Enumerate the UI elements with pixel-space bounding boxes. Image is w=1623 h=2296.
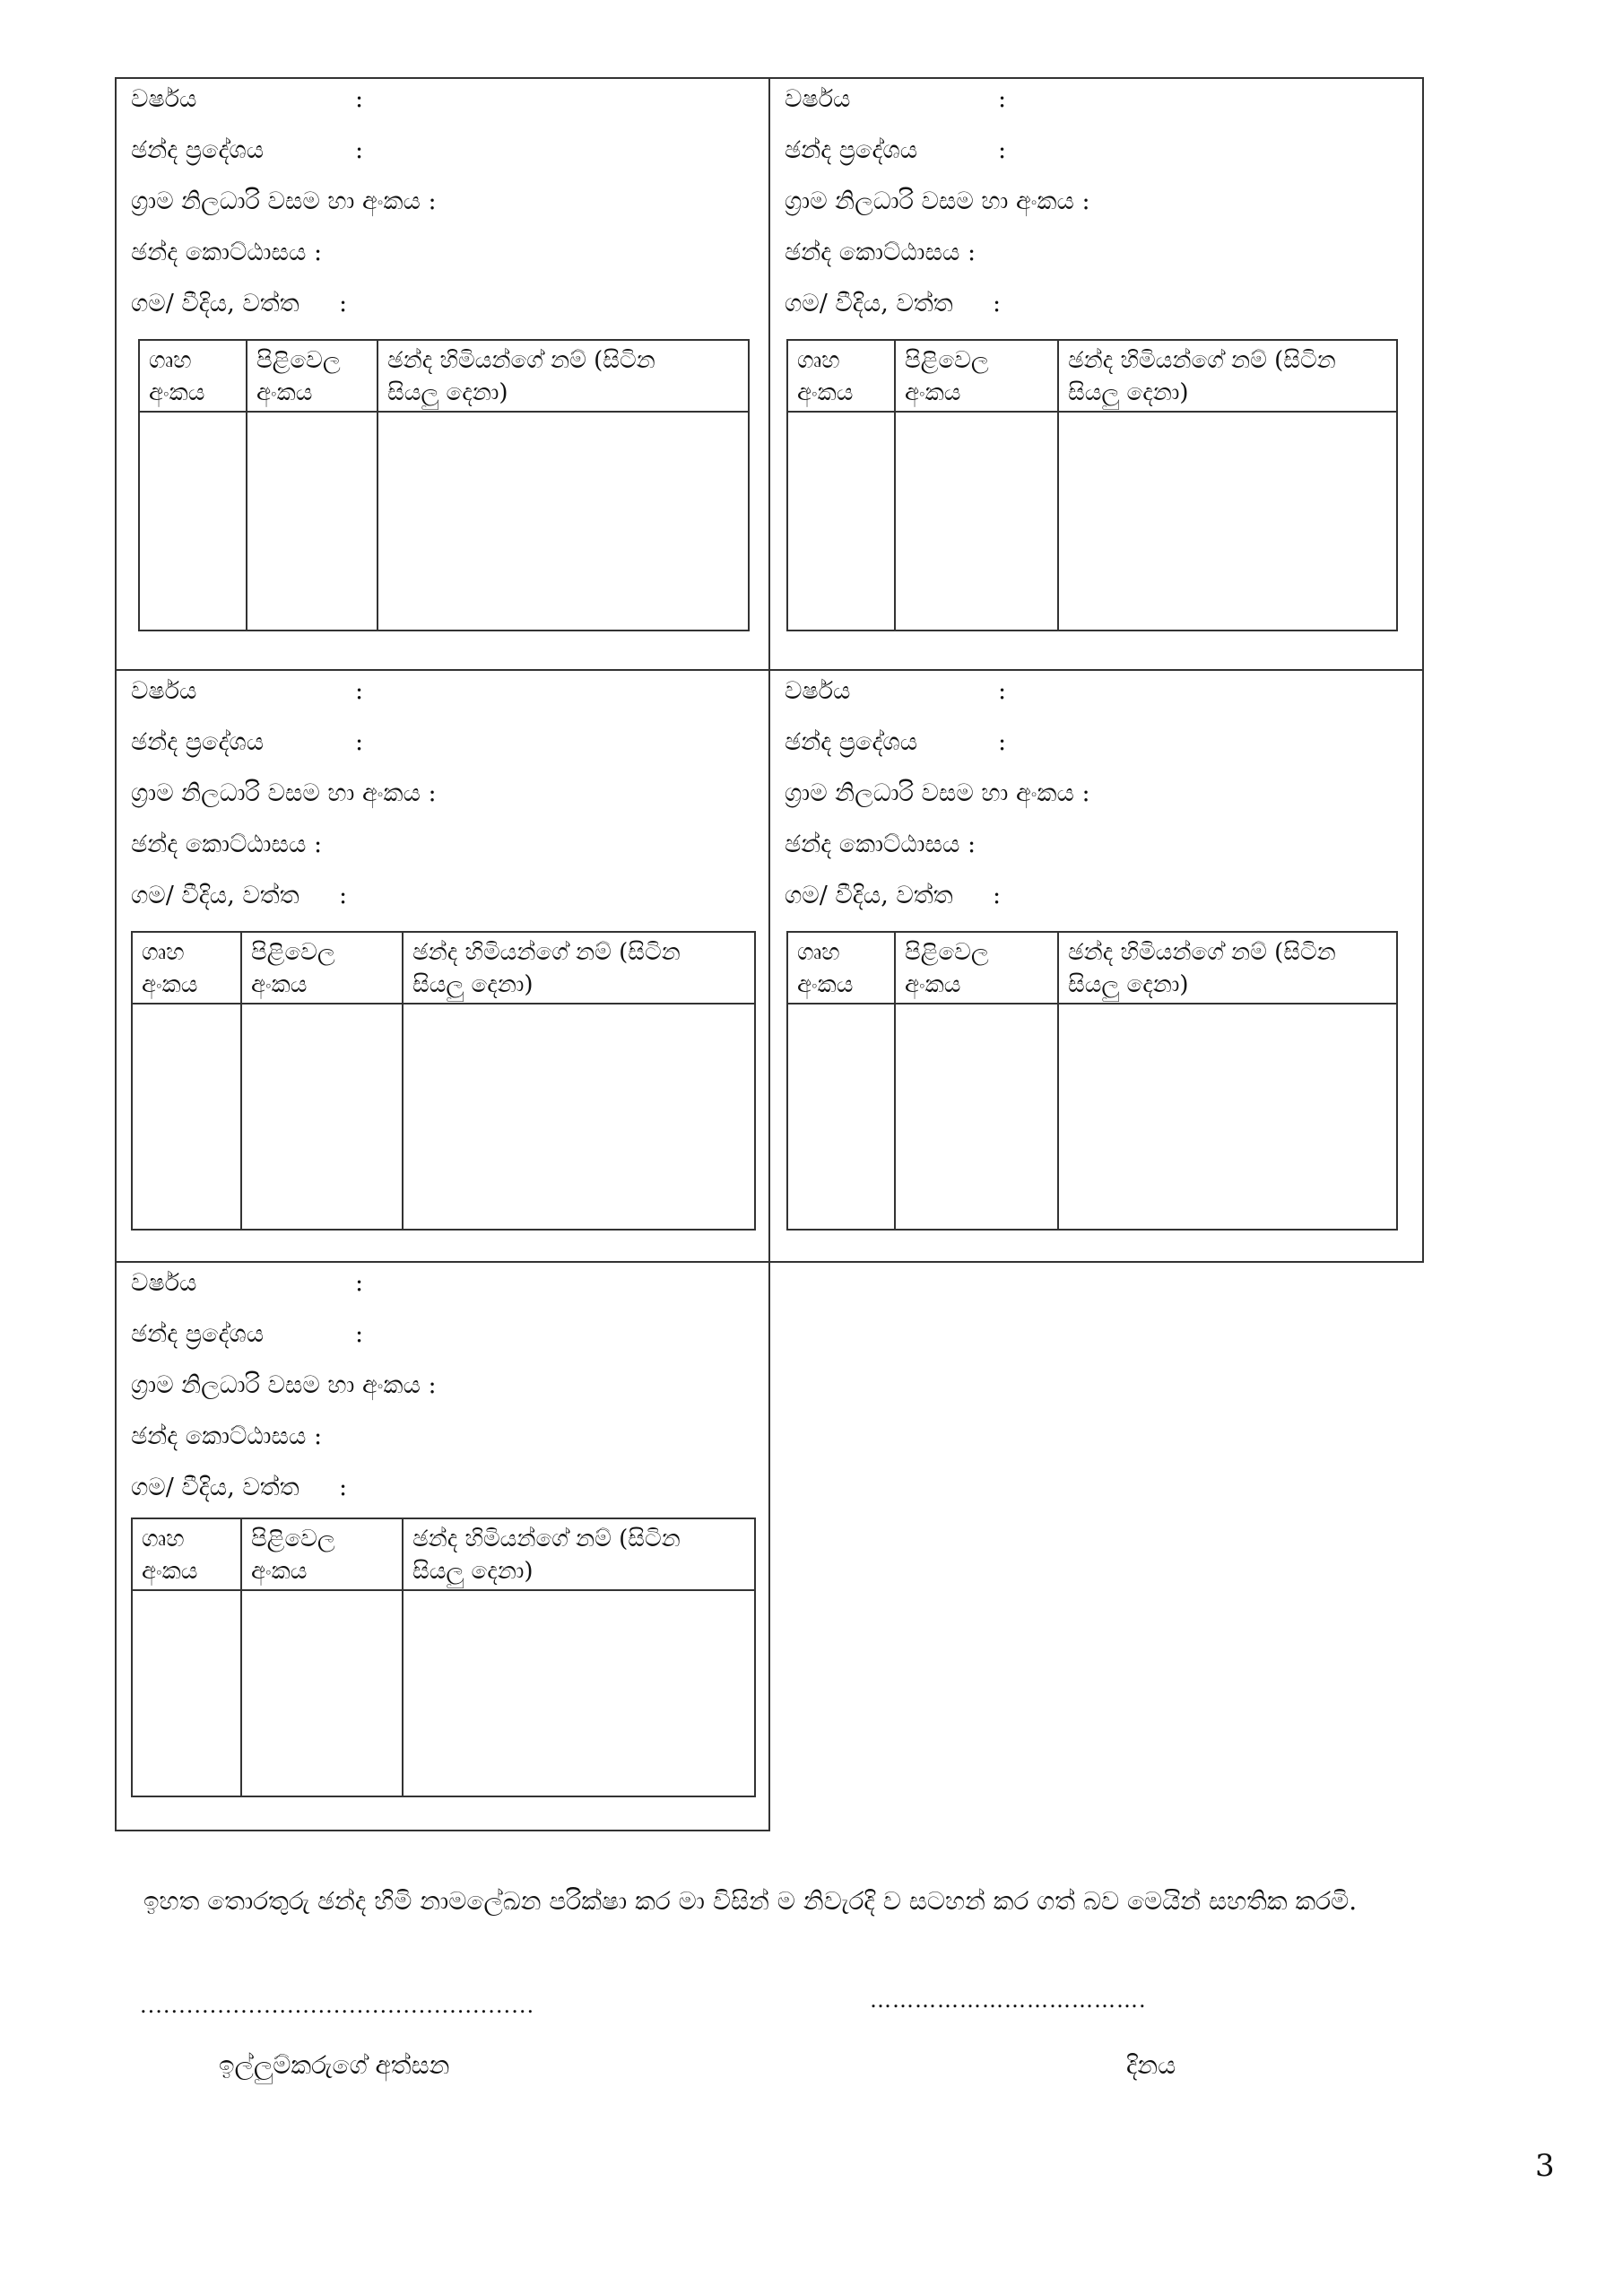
house-number-header: ගෘහ අංකය	[142, 939, 198, 998]
page-number: 3	[1535, 2148, 1555, 2184]
voter-table	[786, 931, 1398, 1231]
serial-number-header: පිළිවෙල අංකය	[251, 939, 335, 998]
voter-names-header: ඡන්ද හිමියන්ගේ නම් (සිටින සියලු දෙනා)	[1068, 939, 1336, 998]
gn-division-field[interactable]: ග්‍රාම නිලධාරි වසම හා අංකය :	[785, 779, 1090, 807]
table-body-area[interactable]	[140, 413, 748, 630]
electoral-division-field[interactable]: ඡන්ද ප්‍රදේශය :	[785, 728, 1007, 756]
polling-division-field[interactable]: ඡන්ද කොට්ඨාසය :	[785, 831, 976, 858]
gn-division-field[interactable]: ග්‍රාම නිලධාරි වසම හා අංකය :	[785, 187, 1090, 215]
village-street-field[interactable]: ගම/ වීදිය, වත්ත :	[131, 290, 348, 317]
table-body-area[interactable]	[133, 1591, 754, 1796]
voter-table	[138, 339, 750, 631]
electoral-division-field[interactable]: ඡන්ද ප්‍රදේශය :	[131, 1320, 364, 1348]
table-body-area[interactable]	[788, 1004, 1396, 1229]
village-street-field[interactable]: ගම/ වීදිය, වත්ත :	[131, 882, 348, 909]
table-body-area[interactable]	[788, 413, 1396, 630]
voter-entry-panel-1	[115, 77, 770, 671]
signature-line[interactable]: ...................................................	[140, 1993, 535, 2018]
voter-table	[131, 931, 756, 1231]
polling-division-field[interactable]: ඡන්ද කොට්ඨාසය :	[131, 1422, 323, 1450]
voter-names-header: ඡන්ද හිමියන්ගේ නම් (සිටින සියලු දෙනා)	[412, 939, 681, 998]
gn-division-field[interactable]: ග්‍රාම නිලධාරි වසම හා අංකය :	[131, 187, 437, 215]
serial-number-header: පිළිවෙල අංකය	[905, 939, 989, 998]
gn-division-field[interactable]: ග්‍රාම නිලධාරි වසම හා අංකය :	[131, 1371, 437, 1399]
voter-entry-panel-4	[768, 669, 1424, 1263]
serial-number-header: පිළිවෙල අංකය	[256, 347, 341, 406]
house-number-header: ගෘහ අංකය	[149, 347, 205, 406]
polling-division-field[interactable]: ඡන්ද කොට්ඨාසය :	[131, 831, 323, 858]
voter-entry-panel-3	[115, 669, 770, 1263]
village-street-field[interactable]: ගම/ වීදිය, වත්ත :	[131, 1474, 348, 1501]
table-body-area[interactable]	[133, 1004, 754, 1229]
voter-names-header: ඡන්ද හිමියන්ගේ නම් (සිටින සියලු දෙනා)	[387, 347, 655, 406]
voter-names-header: ඡන්ද හිමියන්ගේ නම් (සිටින සියලු දෙනා)	[1068, 347, 1336, 406]
voter-names-header: ඡන්ද හිමියන්ගේ නම් (සිටින සියලු දෙනා)	[412, 1526, 681, 1585]
house-number-header: ගෘහ අංකය	[142, 1526, 198, 1585]
certification-statement: ඉහත තොරතුරු ඡන්ද හිමි නාමලේඛන පරික්ෂා කර මා විසින් ම නිවැරදි ව සටහන් කර ගත් බව මෙයින් සහතික කරමි.	[143, 1886, 1358, 1916]
house-number-header: ගෘහ අංකය	[797, 939, 854, 998]
year-field[interactable]: වර්ෂය :	[131, 677, 364, 705]
voter-table	[131, 1518, 756, 1797]
electoral-division-field[interactable]: ඡන්ද ප්‍රදේශය :	[131, 728, 364, 756]
polling-division-field[interactable]: ඡන්ද කොට්ඨාසය :	[785, 239, 976, 266]
electoral-division-field[interactable]: ඡන්ද ප්‍රදේශය :	[131, 136, 364, 164]
year-field[interactable]: වර්ෂය :	[785, 85, 1007, 113]
house-number-header: ගෘහ අංකය	[797, 347, 854, 406]
date-line[interactable]: ……………………………….	[870, 1987, 1147, 2013]
voter-table	[786, 339, 1398, 631]
voter-entry-panel-2	[768, 77, 1424, 671]
electoral-division-field[interactable]: ඡන්ද ප්‍රදේශය :	[785, 136, 1007, 164]
serial-number-header: පිළිවෙල අංකය	[905, 347, 989, 406]
voter-entry-panel-5	[115, 1261, 770, 1831]
year-field[interactable]: වර්ෂය :	[131, 85, 364, 113]
year-field[interactable]: වර්ෂය :	[785, 677, 1007, 705]
date-label: දිනය	[1126, 2050, 1176, 2080]
polling-division-field[interactable]: ඡන්ද කොට්ඨාසය :	[131, 239, 323, 266]
gn-division-field[interactable]: ග්‍රාම නිලධාරි වසම හා අංකය :	[131, 779, 437, 807]
serial-number-header: පිළිවෙල අංකය	[251, 1526, 335, 1585]
village-street-field[interactable]: ගම/ වීදිය, වත්ත :	[785, 882, 1002, 909]
applicant-signature-label: ඉල්ලුම්කරුගේ අත්සන	[219, 2050, 450, 2080]
year-field[interactable]: වර්ෂය :	[131, 1269, 364, 1297]
village-street-field[interactable]: ගම/ වීදිය, වත්ත :	[785, 290, 1002, 317]
